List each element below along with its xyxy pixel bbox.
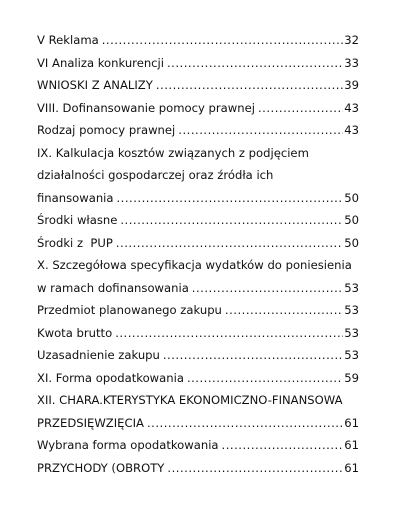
toc-entry-page: 50 (344, 235, 359, 250)
toc-entry-title: Kwota brutto (37, 325, 113, 340)
toc-entry[interactable] (37, 187, 359, 210)
toc-entry-title: Środki własne (37, 213, 118, 227)
dot-leader (156, 74, 343, 97)
toc-entry-page: 59 (344, 370, 359, 385)
dot-leader (167, 457, 343, 480)
toc-entry-title: Rodzaj pomocy prawnej (37, 123, 176, 137)
toc-entry-title: Wybrana forma opodatkowania (37, 438, 219, 452)
toc-entry[interactable] (37, 52, 359, 75)
toc-entry[interactable] (37, 412, 359, 435)
toc-entry-title: PRZEDSIĘWZIĘCIA (37, 415, 144, 430)
dot-leader (225, 299, 343, 322)
toc-entry-page: 53 (344, 303, 359, 317)
toc-entry-page: 33 (344, 55, 359, 70)
toc-entry-continued[interactable] (37, 254, 359, 277)
toc-entry-title: działalności gospodarczej oraz źródła ich (37, 168, 274, 182)
dot-leader (187, 367, 343, 390)
toc-entry-title: Uzasadnienie zakupu (37, 348, 160, 362)
toc-entry-title: V Reklama (37, 33, 99, 47)
toc-entry-page: 61 (344, 415, 359, 430)
toc-entry-page: 53 (344, 348, 359, 362)
toc-entry[interactable] (37, 97, 359, 120)
dot-leader (163, 344, 343, 367)
table-of-contents (37, 29, 359, 479)
toc-entry[interactable] (37, 119, 359, 142)
toc-entry[interactable] (37, 322, 359, 345)
toc-entry-page: 32 (344, 33, 359, 47)
toc-entry-title: WNIOSKI Z ANALIZY (37, 78, 153, 92)
toc-entry-title: PRZYCHODY (OBROTY (37, 460, 165, 475)
dot-leader (116, 232, 343, 255)
toc-entry-page: 61 (344, 438, 359, 452)
toc-entry-title: X. Szczegółowa specyfikacja wydatków do poniesienia (37, 258, 352, 272)
toc-entry-page: 50 (344, 213, 359, 227)
dot-leader (192, 277, 343, 300)
dot-leader (167, 52, 343, 75)
toc-entry-title: XI. Forma opodatkowania (37, 370, 184, 385)
toc-entry-title: w ramach dofinansowania (37, 280, 189, 295)
toc-entry-page: 50 (344, 190, 359, 205)
toc-entry-title: Przedmiot planowanego zakupu (37, 303, 222, 317)
toc-entry[interactable] (37, 29, 359, 52)
toc-entry-title: finansowania (37, 190, 114, 205)
toc-entry-continued[interactable] (37, 142, 359, 165)
toc-entry-continued[interactable] (37, 164, 359, 187)
dot-leader (117, 187, 344, 210)
toc-entry[interactable] (37, 74, 359, 97)
toc-entry-title: IX. Kalkulacja kosztów związanych z podjęciem (37, 145, 309, 160)
toc-entry[interactable] (37, 367, 359, 390)
toc-entry[interactable] (37, 209, 359, 232)
dot-leader (120, 209, 343, 232)
toc-entry-title: XII. CHARA.KTERYSTYKA EKONOMICZNO-FINANSOWA (37, 393, 343, 407)
toc-entry-page: 43 (344, 100, 359, 115)
dot-leader (102, 29, 344, 52)
dot-leader (222, 434, 344, 457)
toc-entry-page: 39 (344, 78, 359, 92)
dot-leader (178, 119, 343, 142)
toc-entry-continued[interactable] (37, 389, 359, 412)
dot-leader (115, 322, 343, 345)
toc-entry[interactable] (37, 434, 359, 457)
toc-entry[interactable] (37, 299, 359, 322)
toc-entry-title: VI Analiza konkurencji (37, 55, 164, 70)
dot-leader (258, 97, 343, 120)
toc-entry[interactable] (37, 457, 359, 480)
toc-entry-page: 43 (344, 123, 359, 137)
toc-entry[interactable] (37, 232, 359, 255)
toc-entry-title: Środki z PUP (37, 235, 113, 250)
toc-entry-page: 53 (344, 280, 359, 295)
toc-entry-page: 53 (344, 325, 359, 340)
toc-entry-page: 61 (344, 460, 359, 475)
toc-entry[interactable] (37, 277, 359, 300)
dot-leader (147, 412, 343, 435)
toc-entry-title: VIII. Dofinansowanie pomocy prawnej (37, 100, 255, 115)
toc-entry[interactable] (37, 344, 359, 367)
